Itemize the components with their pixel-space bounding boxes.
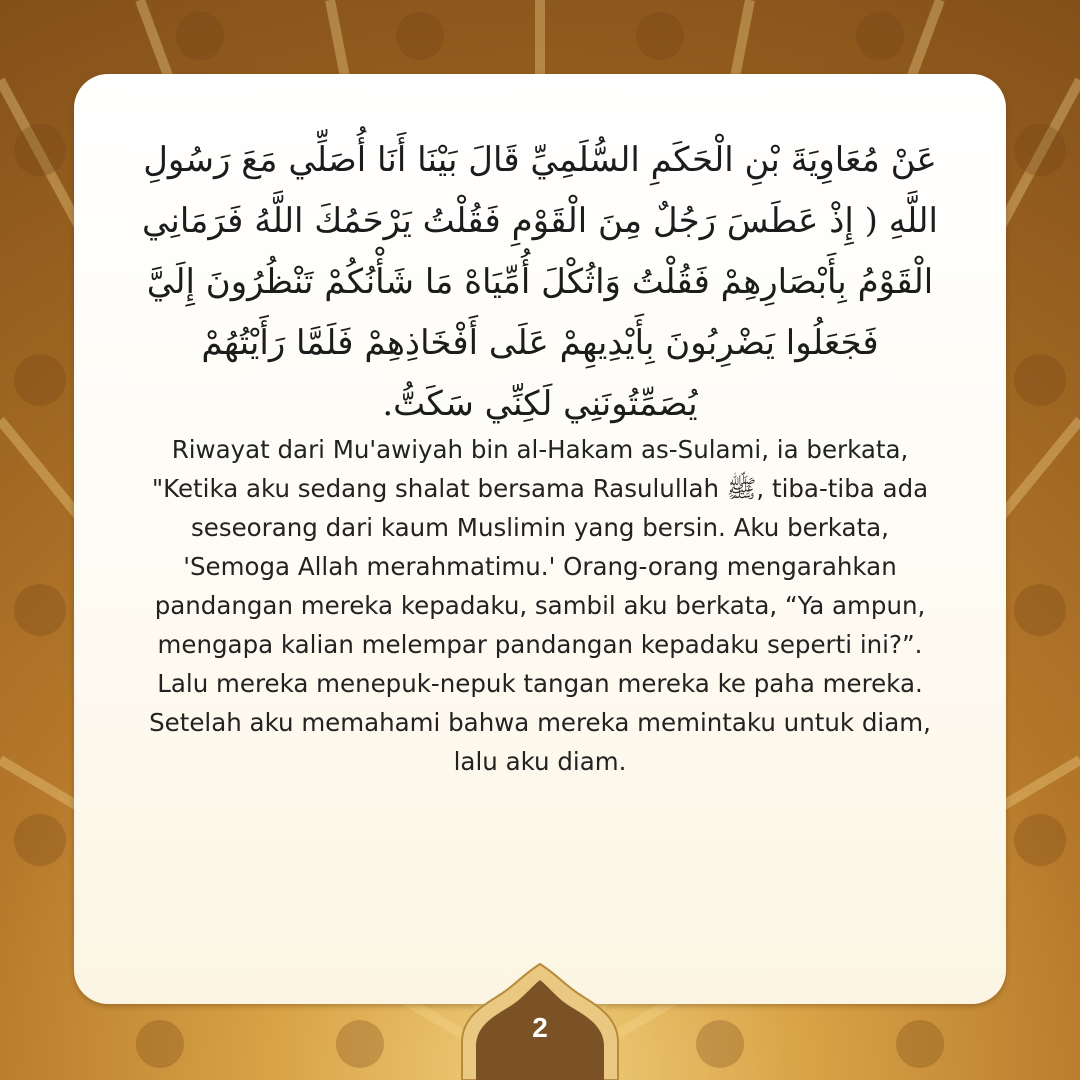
arabic-hadith-text: عَنْ مُعَاوِيَةَ بْنِ الْحَكَمِ السُّلَمِيِّ قَالَ بَيْنَا أَنَا أُصَلِّي مَعَ رَسُولِ اللَّهِ ( إِذْ عَطَسَ رَجُلٌ مِنَ الْقَوْمِ فَقُلْتُ يَرْحَمُكَ اللَّهُ فَرَمَانِي الْقَوْمُ بِأَبْصَارِهِمْ فَقُلْتُ وَاثُكْلَ أُمِّيَاهْ مَا شَأْنُكُمْ تَنْظُرُونَ إِلَيَّ فَجَعَلُوا يَضْرِبُونَ بِأَيْدِيهِمْ عَلَى أَفْخَاذِهِمْ فَلَمَّا رَأَيْتُهُمْ يُصَمِّتُونَنِي لَكِنِّي سَكَتُّ.: [142, 140, 938, 424]
hadith-card: [74, 74, 1006, 1004]
page-number: 2: [532, 1012, 548, 1043]
page-number-badge: [458, 962, 622, 1080]
indonesian-translation-text: Riwayat dari Mu'awiyah bin al-Hakam as-Sulami, ia berkata, "Ketika aku sedang shalat bersama Rasulullah ﷺ, tiba-tiba ada seseorang dari kaum Muslimin yang bersin. Aku berkata, 'Semoga Allah merahmatimu.' Orang-orang mengarahkan pandangan mereka kepadaku, sambil aku berkata, “Ya ampun, mengapa kalian melempar pandangan kepadaku seperti ini?”. Lalu mereka menepuk-nepuk tangan mereka ke paha mereka. Setelah aku memahami bahwa mereka memintaku untuk diam, lalu aku diam.: [149, 435, 931, 776]
